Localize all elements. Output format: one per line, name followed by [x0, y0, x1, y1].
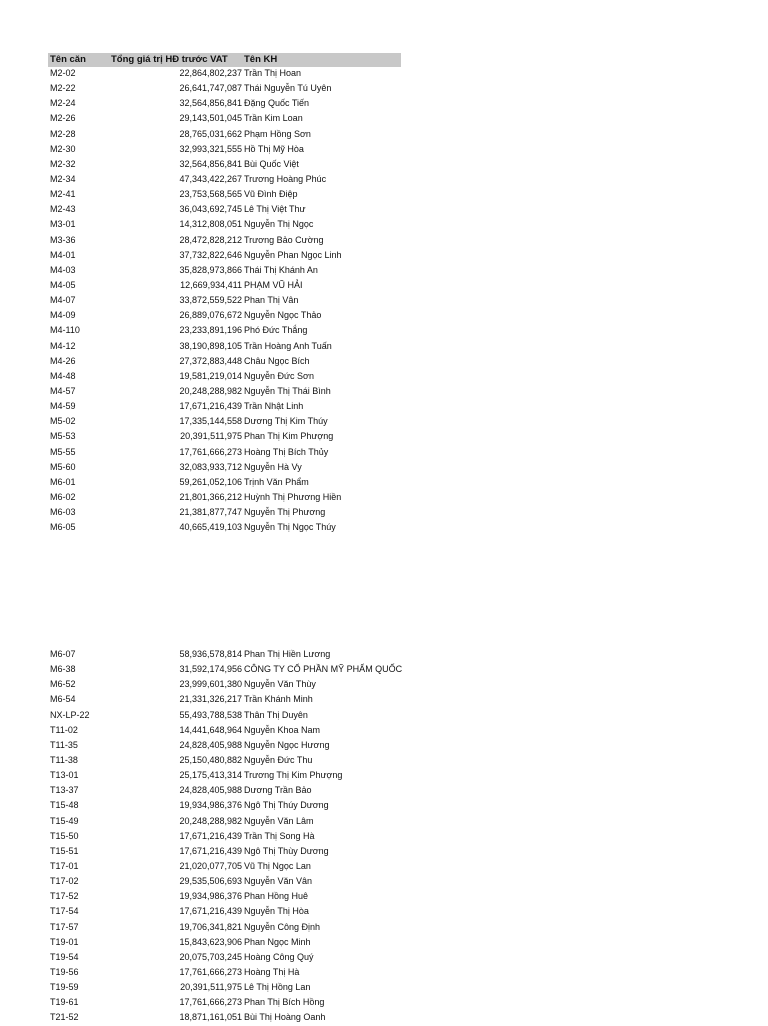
contract-value-cell: 20,248,288,982 [179, 815, 242, 826]
contract-value-cell: 47,343,422,267 [179, 173, 242, 184]
customer-name-cell: Nguyễn Thị Phương [244, 507, 326, 518]
unit-code-cell: M3-01 [50, 219, 76, 230]
contract-value-cell: 29,535,506,693 [179, 876, 242, 887]
table-row [48, 844, 408, 859]
contract-value-cell: 23,233,891,196 [179, 325, 242, 336]
customer-name-cell: Lê Thị Hồng Lan [244, 982, 311, 993]
customer-name-cell: Thái Nguyễn Tú Uyên [244, 83, 332, 94]
contract-value-cell: 37,732,822,646 [179, 249, 242, 260]
customer-name-cell: Bùi Quốc Việt [244, 158, 299, 169]
table-row [48, 1010, 408, 1025]
table-header [48, 53, 401, 67]
customer-name-cell: Trương Hoàng Phúc [244, 173, 327, 184]
contract-value-cell: 20,391,511,975 [180, 431, 242, 442]
table-row [48, 66, 408, 81]
unit-code-cell: M6-03 [50, 507, 76, 518]
table-block-1 [48, 66, 408, 535]
unit-code-cell: T15-49 [50, 815, 79, 826]
table-row [48, 354, 408, 369]
customer-name-cell: Lê Thị Việt Thư [244, 204, 306, 215]
customer-name-cell: Trần Thị Hoan [244, 68, 302, 78]
contract-value-cell: 20,248,288,982 [179, 385, 242, 396]
customer-name-cell: Nguyễn Công Định [244, 921, 321, 932]
contract-value-cell: 31,592,174,956 [179, 664, 242, 675]
unit-code-cell: T19-59 [50, 982, 79, 993]
customer-name-cell: Trương Thị Kim Phượng [244, 770, 343, 781]
table-row [48, 965, 408, 980]
unit-code-cell: T11-02 [50, 724, 78, 735]
contract-value-cell: 17,761,666,273 [179, 966, 242, 977]
table-row [48, 142, 408, 157]
customer-name-cell: Nguyễn Ngọc Hương [244, 739, 330, 750]
unit-code-cell: T15-50 [50, 830, 79, 841]
customer-name-cell: Nguyễn Thị Thái Bình [244, 385, 331, 396]
contract-value-cell: 22,864,802,237 [179, 68, 242, 78]
unit-code-cell: T17-57 [50, 921, 79, 932]
table-row [48, 753, 408, 768]
contract-value-cell: 32,993,321,555 [179, 143, 242, 154]
customer-name-cell: Châu Ngọc Bích [244, 355, 310, 366]
table-row [48, 677, 408, 692]
unit-code-cell: M4-26 [50, 355, 76, 366]
contract-value-cell: 32,564,856,841 [179, 98, 242, 109]
contract-value-cell: 12,669,934,411 [180, 279, 242, 290]
table-row [48, 950, 408, 965]
unit-code-cell: M6-38 [50, 664, 76, 675]
table-row [48, 217, 408, 232]
customer-name-cell: Ngô Thị Thùy Dương [244, 845, 329, 856]
customer-name-cell: Phan Thị Hiền Lương [244, 649, 331, 659]
contract-value-cell: 55,493,788,538 [179, 709, 242, 720]
contract-value-cell: 17,671,216,439 [179, 401, 242, 412]
table-row [48, 662, 408, 677]
table-row [48, 399, 408, 414]
table-row [48, 248, 408, 263]
table-row [48, 505, 408, 520]
table-row [48, 814, 408, 829]
table-row [48, 308, 408, 323]
unit-code-cell: M6-02 [50, 491, 76, 502]
unit-code-cell: T21-52 [50, 1012, 79, 1023]
table-row [48, 738, 408, 753]
table-row [48, 96, 408, 111]
table-row [48, 829, 408, 844]
table-row [48, 874, 408, 889]
contract-value-cell: 38,190,898,105 [179, 340, 242, 351]
customer-name-cell: Nguyễn Văn Thùy [244, 679, 316, 690]
contract-value-cell: 24,828,405,988 [179, 785, 242, 796]
contract-value-cell: 20,075,703,245 [179, 951, 242, 962]
contract-value-cell: 23,999,601,380 [179, 679, 242, 690]
table-row [48, 429, 408, 444]
unit-code-cell: M6-05 [50, 522, 76, 533]
table-row [48, 798, 408, 813]
contract-value-cell: 21,381,877,747 [179, 507, 242, 518]
table-row [48, 323, 408, 338]
customer-name-cell: Phan Thị Bích Hồng [244, 997, 325, 1008]
contract-value-cell: 14,441,648,964 [179, 724, 242, 735]
unit-code-cell: M4-03 [50, 264, 76, 275]
customer-name-cell: Thân Thị Duyên [244, 709, 308, 720]
unit-code-cell: T17-54 [50, 906, 79, 917]
contract-value-cell: 32,083,933,712 [179, 461, 242, 472]
customer-name-cell: Nguyễn Đức Sơn [244, 370, 314, 381]
customer-name-cell: Phan Thị Kim Phượng [244, 431, 334, 442]
table-row [48, 723, 408, 738]
contract-value-cell: 17,761,666,273 [179, 446, 242, 457]
unit-code-cell: M2-32 [50, 158, 76, 169]
contract-value-cell: 21,801,366,212 [179, 491, 242, 502]
customer-name-cell: PHẠM VŨ HẢI [244, 279, 303, 290]
unit-code-cell: T13-37 [50, 785, 79, 796]
table-row [48, 445, 408, 460]
table-row [48, 172, 408, 187]
contract-value-cell: 17,671,216,439 [179, 830, 242, 841]
unit-code-cell: T15-51 [50, 845, 79, 856]
customer-name-cell: Nguyễn Thị Ngọc [244, 219, 314, 230]
header-customer-name: Tên KH [244, 54, 278, 65]
table-row [48, 278, 408, 293]
customer-name-cell: Dương Thị Kim Thúy [244, 416, 328, 427]
customer-name-cell: Phan Ngọc Minh [244, 936, 311, 947]
contract-value-cell: 32,564,856,841 [179, 158, 242, 169]
customer-name-cell: Trần Kim Loan [244, 113, 303, 124]
contract-value-cell: 24,828,405,988 [179, 739, 242, 750]
contract-value-cell: 59,261,052,106 [179, 476, 242, 487]
table-row [48, 768, 408, 783]
contract-value-cell: 23,753,568,565 [179, 189, 242, 200]
customer-name-cell: Phó Đức Thắng [244, 325, 308, 336]
unit-code-cell: M4-12 [50, 340, 76, 351]
unit-code-cell: T17-52 [50, 891, 79, 902]
contract-value-cell: 27,372,883,448 [179, 355, 242, 366]
unit-code-cell: M4-57 [50, 385, 76, 396]
table-row [48, 889, 408, 904]
customer-name-cell: Hoàng Thị Bích Thủy [244, 446, 329, 457]
contract-value-cell: 15,843,623,906 [179, 936, 242, 947]
contract-value-cell: 33,872,559,522 [179, 295, 242, 306]
customer-name-cell: Trần Hoàng Anh Tuấn [244, 340, 332, 351]
customer-name-cell: Thái Thị Khánh An [244, 264, 318, 275]
header-unit-code: Tên căn [50, 54, 86, 65]
contract-value-cell: 26,889,076,672 [179, 310, 242, 321]
table-row [48, 293, 408, 308]
customer-name-cell: Hồ Thị Mỹ Hòa [244, 143, 304, 154]
customer-name-cell: Bùi Thị Hoàng Oanh [244, 1012, 326, 1023]
customer-name-cell: Nguyễn Thị Ngọc Thúy [244, 522, 336, 533]
customer-name-cell: Nguyễn Văn Lâm [244, 815, 314, 826]
contract-value-cell: 21,020,077,705 [179, 860, 242, 871]
unit-code-cell: M4-110 [50, 325, 80, 336]
table-row [48, 339, 408, 354]
table-row [48, 920, 408, 935]
unit-code-cell: M4-09 [50, 310, 76, 321]
contract-value-cell: 58,936,578,814 [179, 649, 242, 659]
unit-code-cell: M5-55 [50, 446, 76, 457]
table-row [48, 980, 408, 995]
table-row [48, 157, 408, 172]
unit-code-cell: T19-56 [50, 966, 79, 977]
contract-value-cell: 28,472,828,212 [179, 234, 242, 245]
customer-name-cell: Đặng Quốc Tiến [244, 98, 310, 109]
contract-value-cell: 25,150,480,882 [179, 754, 242, 765]
unit-code-cell: M2-34 [50, 173, 76, 184]
customer-name-cell: Hoàng Thị Hà [244, 966, 300, 977]
customer-name-cell: Nguyễn Hà Vy [244, 461, 302, 472]
unit-code-cell: T11-35 [50, 739, 78, 750]
customer-name-cell: Phan Hồng Huê [244, 891, 309, 902]
unit-code-cell: T13-01 [50, 770, 79, 781]
table-row [48, 81, 408, 96]
contract-value-cell: 25,175,413,314 [179, 770, 242, 781]
unit-code-cell: M2-26 [50, 113, 76, 124]
unit-code-cell: M2-41 [50, 189, 76, 200]
table-row [48, 995, 408, 1010]
customer-name-cell: Trần Thị Song Hà [244, 830, 315, 841]
customer-name-cell: Nguyễn Đức Thu [244, 754, 313, 765]
contract-value-cell: 18,871,161,051 [179, 1012, 242, 1023]
contract-value-cell: 29,143,501,045 [179, 113, 242, 124]
contract-value-cell: 20,391,511,975 [180, 982, 242, 993]
unit-code-cell: T19-54 [50, 951, 79, 962]
table-row [48, 475, 408, 490]
contract-value-cell: 19,706,341,821 [179, 921, 242, 932]
contract-value-cell: 19,934,986,376 [179, 891, 242, 902]
unit-code-cell: T11-38 [50, 754, 78, 765]
customer-name-cell: Phan Thị Vân [244, 295, 299, 306]
table-row [48, 369, 408, 384]
customer-name-cell: Vũ Đình Điệp [244, 189, 298, 200]
table-row [48, 460, 408, 475]
customer-name-cell: Phạm Hồng Sơn [244, 128, 311, 139]
table-row [48, 202, 408, 217]
table-row [48, 414, 408, 429]
unit-code-cell: M4-01 [50, 249, 76, 260]
contract-value-cell: 21,331,326,217 [179, 694, 242, 705]
customer-name-cell: Vũ Thị Ngọc Lan [244, 860, 311, 871]
customer-name-cell: Dương Trần Bảo [244, 785, 312, 796]
unit-code-cell: M4-07 [50, 295, 76, 306]
table-row [48, 647, 408, 662]
table-row [48, 783, 408, 798]
unit-code-cell: M6-07 [50, 649, 76, 659]
table-row [48, 935, 408, 950]
customer-name-cell: Trương Bảo Cường [244, 234, 324, 245]
header-contract-value: Tổng giá trị HĐ trước VAT [111, 54, 228, 65]
contract-value-cell: 35,828,973,866 [179, 264, 242, 275]
table-row [48, 692, 408, 707]
contract-value-cell: 17,761,666,273 [179, 997, 242, 1008]
table-row [48, 904, 408, 919]
unit-code-cell: T17-02 [50, 876, 79, 887]
table-row [48, 490, 408, 505]
table-row [48, 859, 408, 874]
unit-code-cell: M4-59 [50, 401, 76, 412]
unit-code-cell: M2-30 [50, 143, 76, 154]
contract-value-cell: 28,765,031,662 [179, 128, 242, 139]
table-row [48, 708, 408, 723]
unit-code-cell: NX-LP-22 [50, 709, 90, 720]
unit-code-cell: T19-01 [50, 936, 79, 947]
unit-code-cell: M3-36 [50, 234, 76, 245]
customer-name-cell: Trịnh Văn Phẩm [244, 476, 309, 487]
table-row [48, 127, 408, 142]
customer-name-cell: CÔNG TY CỔ PHẦN MỸ PHẨM QUỐC [244, 664, 403, 675]
customer-name-cell: Trần Khánh Minh [244, 694, 313, 705]
customer-name-cell: Trần Nhật Linh [244, 401, 304, 412]
contract-value-cell: 14,312,808,051 [179, 219, 242, 230]
unit-code-cell: M5-53 [50, 431, 76, 442]
contract-value-cell: 17,671,216,439 [179, 845, 242, 856]
contract-value-cell: 40,665,419,103 [179, 522, 242, 533]
unit-code-cell: M6-52 [50, 679, 76, 690]
unit-code-cell: M2-22 [50, 83, 76, 94]
table-row [48, 233, 408, 248]
contract-value-cell: 17,335,144,558 [179, 416, 242, 427]
table-row [48, 384, 408, 399]
unit-code-cell: M2-02 [50, 68, 76, 78]
unit-code-cell: M6-01 [50, 476, 76, 487]
unit-code-cell: T15-48 [50, 800, 79, 811]
unit-code-cell: M2-28 [50, 128, 76, 139]
unit-code-cell: M4-05 [50, 279, 76, 290]
contract-value-cell: 26,641,747,087 [179, 83, 242, 94]
table-row [48, 520, 408, 535]
contract-value-cell: 19,934,986,376 [179, 800, 242, 811]
unit-code-cell: M5-60 [50, 461, 76, 472]
customer-name-cell: Nguyễn Văn Vân [244, 876, 313, 887]
contract-value-cell: 17,671,216,439 [179, 906, 242, 917]
customer-name-cell: Hoàng Công Quý [244, 951, 314, 962]
table-row [48, 187, 408, 202]
customer-name-cell: Nguyễn Khoa Nam [244, 724, 321, 735]
unit-code-cell: T17-01 [50, 860, 79, 871]
unit-code-cell: M2-43 [50, 204, 76, 215]
contract-value-cell: 36,043,692,745 [179, 204, 242, 215]
customer-name-cell: Nguyễn Thị Hòa [244, 906, 309, 917]
unit-code-cell: M2-24 [50, 98, 76, 109]
customer-name-cell: Huỳnh Thị Phương Hiền [244, 491, 342, 502]
table-row [48, 263, 408, 278]
customer-name-cell: Ngô Thị Thúy Dương [244, 800, 329, 811]
unit-code-cell: T19-61 [50, 997, 79, 1008]
customer-name-cell: Nguyễn Ngọc Thảo [244, 310, 322, 321]
unit-code-cell: M4-48 [50, 370, 76, 381]
contract-value-cell: 19,581,219,014 [179, 370, 242, 381]
unit-code-cell: M6-54 [50, 694, 76, 705]
table-row [48, 111, 408, 126]
table-block-2 [48, 647, 408, 1026]
customer-name-cell: Nguyễn Phan Ngọc Linh [244, 249, 342, 260]
unit-code-cell: M5-02 [50, 416, 76, 427]
